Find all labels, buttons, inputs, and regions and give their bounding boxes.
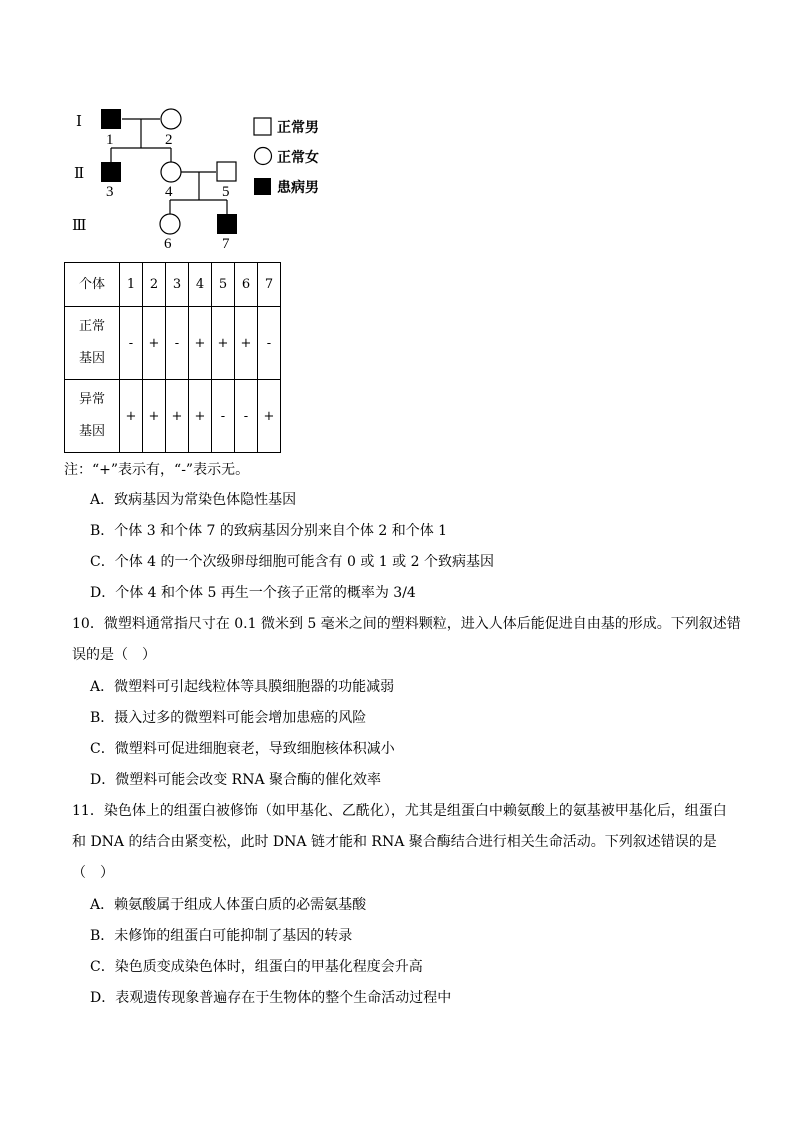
table-cell: + (212, 307, 235, 380)
row-label-line: 异常 (78, 392, 105, 407)
table-cell: + (120, 380, 143, 453)
table-cell: - (166, 307, 189, 380)
table-cell: - (212, 380, 235, 453)
individual-number: 6 (164, 236, 172, 252)
q10-option-b: B．摄入过多的微塑料可能会增加患癌的风险 (90, 710, 367, 726)
generation-label: Ⅲ (72, 218, 87, 234)
row-label-line: 基因 (78, 424, 105, 439)
q9-option-a: A．致病基因为常染色体隐性基因 (90, 492, 297, 508)
affected-male-symbol (101, 162, 121, 182)
table-header-cell: 6 (235, 263, 258, 307)
q11-option-b: B．未修饰的组蛋白可能抑制了基因的转录 (90, 928, 353, 944)
table-header-cell: 个体 (65, 263, 120, 307)
q11-option-a: A．赖氨酸属于组成人体蛋白质的必需氨基酸 (90, 897, 367, 913)
table-cell: + (189, 307, 212, 380)
q11-stem-line: （ ） (72, 865, 114, 881)
normal-female-symbol (161, 109, 181, 129)
q9-option-b: B．个体 3 和个体 7 的致病基因分别来自个体 2 和个体 1 (90, 523, 448, 539)
individual-number: 1 (106, 132, 114, 148)
table-header-cell: 1 (120, 263, 143, 307)
normal-female-symbol (161, 162, 181, 182)
generation-label: Ⅰ (76, 114, 82, 130)
legend-affected-male-symbol (254, 178, 271, 195)
individual-number: 4 (165, 184, 173, 200)
q11-stem-line: 和 DNA 的结合由紧变松，此时 DNA 链才能和 RNA 聚合酶结合进行相关生命活动。下列叙述错误的是 (72, 834, 717, 850)
individual-number: 3 (106, 184, 114, 200)
table-note: 注：“+”表示有，“-”表示无。 (64, 462, 250, 478)
individual-number: 2 (165, 132, 173, 148)
q11-option-d: D．表观遗传现象普遍存在于生物体的整个生命活动过程中 (90, 990, 452, 1006)
row-label-line: 正常 (78, 319, 105, 334)
table-header-cell: 3 (166, 263, 189, 307)
normal-female-symbol (160, 214, 180, 234)
row-label-line: 基因 (78, 351, 105, 366)
q9-option-c: C．个体 4 的一个次级卵母细胞可能含有 0 或 1 或 2 个致病基因 (90, 554, 494, 570)
legend-label: 患病男 (277, 180, 319, 196)
table-cell: + (235, 307, 258, 380)
table-header-row (65, 263, 281, 307)
q10-option-d: D．微塑料可能会改变 RNA 聚合酶的催化效率 (90, 772, 382, 788)
table-header-cell: 2 (143, 263, 166, 307)
genotype-table (64, 262, 281, 453)
q10-option-a: A．微塑料可引起线粒体等具膜细胞器的功能减弱 (90, 679, 395, 695)
affected-male-symbol (217, 214, 237, 234)
q11-option-c: C．染色质变成染色体时，组蛋白的甲基化程度会升高 (90, 959, 423, 975)
normal-male-symbol (217, 162, 236, 181)
q10-option-c: C．微塑料可促进细胞衰老，导致细胞核体积减小 (90, 741, 395, 757)
individual-number: 5 (222, 184, 230, 200)
q9-option-d: D．个体 4 和个体 5 再生一个孩子正常的概率为 3/4 (90, 585, 416, 601)
table-cell: + (143, 307, 166, 380)
table-row (65, 307, 281, 380)
legend-label: 正常女 (277, 150, 319, 166)
q10-stem-line: 误的是（ ） (72, 647, 156, 663)
table-header-cell: 5 (212, 263, 235, 307)
q10-stem-line: 10．微塑料通常指尺寸在 0.1 微米到 5 毫米之间的塑料颗粒，进入人体后能促进自由基的形成。下列叙述错 (72, 616, 741, 632)
table-cell: - (258, 307, 281, 380)
table-header-cell: 4 (189, 263, 212, 307)
pedigree-chart (0, 0, 794, 260)
table-header-cell: 7 (258, 263, 281, 307)
individual-number: 7 (222, 236, 230, 252)
table-row (65, 380, 281, 453)
table-cell: - (235, 380, 258, 453)
legend-label: 正常男 (277, 120, 319, 136)
legend-normal-male-symbol (254, 118, 271, 135)
legend-normal-female-symbol (255, 148, 272, 165)
table-cell: + (166, 380, 189, 453)
table-cell: + (258, 380, 281, 453)
row-label (65, 307, 120, 380)
affected-male-symbol (101, 109, 121, 129)
generation-label: Ⅱ (74, 166, 85, 182)
table-cell: - (120, 307, 143, 380)
row-label (65, 380, 120, 453)
q11-stem-line: 11．染色体上的组蛋白被修饰（如甲基化、乙酰化），尤其是组蛋白中赖氨酸上的氨基被甲基化后，组蛋白 (72, 803, 727, 819)
table-cell: + (143, 380, 166, 453)
table-cell: + (189, 380, 212, 453)
